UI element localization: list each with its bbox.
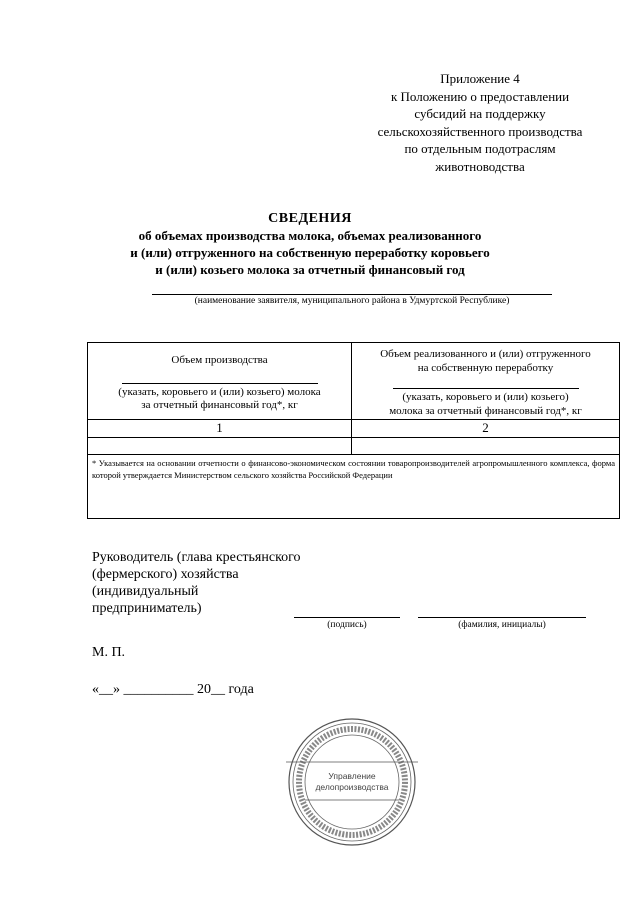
document-title xyxy=(100,210,520,278)
stamp-text: Управление xyxy=(328,771,376,781)
signer-title xyxy=(92,549,332,617)
signature-caption: (подпись) xyxy=(327,620,367,630)
signer-line: предприниматель) xyxy=(92,601,202,616)
header-production-note: за отчетный финансовый год*, кг xyxy=(141,399,298,411)
date-line[interactable]: «__» __________ 20__ года xyxy=(92,682,254,697)
signer-line: (индивидуальный xyxy=(92,584,199,599)
header-production-note: (указать, коровьего и (или) козьего) молока xyxy=(118,385,321,398)
appendix-line: субсидий на поддержку xyxy=(414,106,546,121)
fill-in-line xyxy=(122,383,318,384)
name-line[interactable] xyxy=(418,617,586,618)
fill-in-line xyxy=(393,388,579,389)
appendix-line: сельскохозяйственного производства xyxy=(377,123,583,139)
signature-line[interactable] xyxy=(294,617,400,618)
column-number-row xyxy=(88,419,619,437)
appendix-line: по отдельным подотраслям xyxy=(404,141,556,156)
applicant-caption: (наименование заявителя, муниципального района в Удмуртской Республике) xyxy=(194,296,510,306)
name-caption: (фамилия, инициалы) xyxy=(458,620,546,630)
header-cell-production xyxy=(88,343,351,419)
header-sold-note: (указать, коровьего и (или) козьего) xyxy=(402,391,569,403)
header-sold-heading: на собственную переработку xyxy=(417,361,554,374)
stamp-text: делопроизводства xyxy=(315,782,389,792)
title-main: СВЕДЕНИЯ xyxy=(268,211,352,226)
official-stamp xyxy=(286,716,418,848)
seal-label: М. П. xyxy=(92,645,126,660)
appendix-line: животноводства xyxy=(435,158,525,174)
title-line: об объемах производства молока, объемах реализованного xyxy=(138,228,482,243)
appendix-header xyxy=(355,70,605,175)
sold-value-cell[interactable] xyxy=(352,437,619,454)
production-value-cell[interactable] xyxy=(88,437,351,454)
data-table xyxy=(87,342,620,519)
footnote-row xyxy=(88,454,619,518)
appendix-line: Приложение 4 xyxy=(440,71,520,86)
header-production-heading: Объем производства xyxy=(171,354,268,366)
data-entry-row xyxy=(88,437,619,454)
signer-line: (фермерского) хозяйства xyxy=(92,567,239,582)
header-cell-sold xyxy=(352,343,619,419)
title-line: и (или) отгруженного на собственную переработку коровьего xyxy=(130,245,490,260)
footnote-text: * Указывается на основании отчетности о финансово-экономическом состоянии товаропроизводителей агропромышленного комплекса, форма которой утверждается Министерством сельского хозяйства Российской Федерации xyxy=(92,458,615,480)
header-sold-heading: Объем реализованного и (или) отгруженного xyxy=(380,348,591,360)
appendix-line: к Положению о предоставлении xyxy=(390,88,570,104)
column-number: 2 xyxy=(482,420,489,435)
signer-line: Руководитель (глава крестьянского xyxy=(92,550,301,565)
applicant-name-line[interactable] xyxy=(152,294,552,295)
header-sold-note: молока за отчетный финансовый год*, кг xyxy=(389,404,582,417)
title-line: и (или) козьего молока за отчетный финансовый год xyxy=(155,262,465,277)
table-header-row xyxy=(88,343,619,419)
column-number: 1 xyxy=(216,420,223,435)
